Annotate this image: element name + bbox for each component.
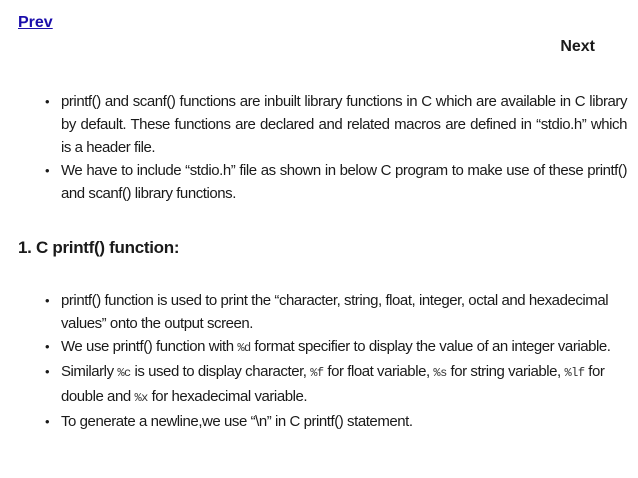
bullet-text	[61, 363, 604, 405]
bullet-icon: •	[45, 364, 50, 379]
text-segment: for hexadecimal variable.	[147, 388, 308, 405]
text-segment: Similarly	[61, 363, 118, 380]
bullet-text	[61, 338, 611, 355]
next-link[interactable]: Next	[560, 38, 595, 55]
format-specifier: %lf	[564, 366, 585, 380]
format-specifier: %f	[310, 366, 324, 380]
list-item	[40, 90, 627, 159]
printf-bullet-list	[40, 289, 627, 433]
format-specifier: %d	[237, 341, 251, 355]
bullet-icon: •	[45, 163, 50, 178]
bullet-icon: •	[45, 339, 50, 354]
format-specifier: %c	[117, 366, 131, 380]
format-specifier: %x	[134, 391, 148, 405]
bullet-text: To generate a newline,we use “\n” in C printf() statement.	[61, 413, 413, 430]
list-item	[40, 360, 627, 410]
format-specifier: %s	[433, 366, 447, 380]
bullet-text: We have to include “stdio.h” file as shown in below C program to make use of these printf() and scanf() library functions.	[61, 162, 627, 202]
list-item	[40, 335, 627, 360]
intro-bullet-list	[40, 90, 627, 205]
bullet-text: printf() and scanf() functions are inbuilt library functions in C which are available in C library by default. These functions are declared and related macros are defined in “stdio.h” which is a header file.	[61, 93, 627, 156]
prev-link[interactable]: Prev	[18, 14, 53, 31]
text-segment: for float variable,	[323, 363, 434, 380]
list-item	[40, 289, 627, 335]
text-segment: is used to display character,	[130, 363, 311, 380]
bullet-icon: •	[45, 94, 50, 109]
text-segment: format specifier to display the value of an integer variable.	[250, 338, 611, 355]
bullet-icon: •	[45, 293, 50, 308]
bullet-icon: •	[45, 414, 50, 429]
bullet-text: printf() function is used to print the “character, string, float, integer, octal and hexadecimal values” onto the output screen.	[61, 292, 609, 332]
list-item	[40, 410, 627, 433]
text-segment: for string variable,	[446, 363, 565, 380]
section-heading: 1. C printf() function:	[18, 238, 180, 257]
list-item	[40, 159, 627, 205]
text-segment: We use printf() function with	[61, 338, 238, 355]
text-segment: for double and	[61, 363, 605, 405]
